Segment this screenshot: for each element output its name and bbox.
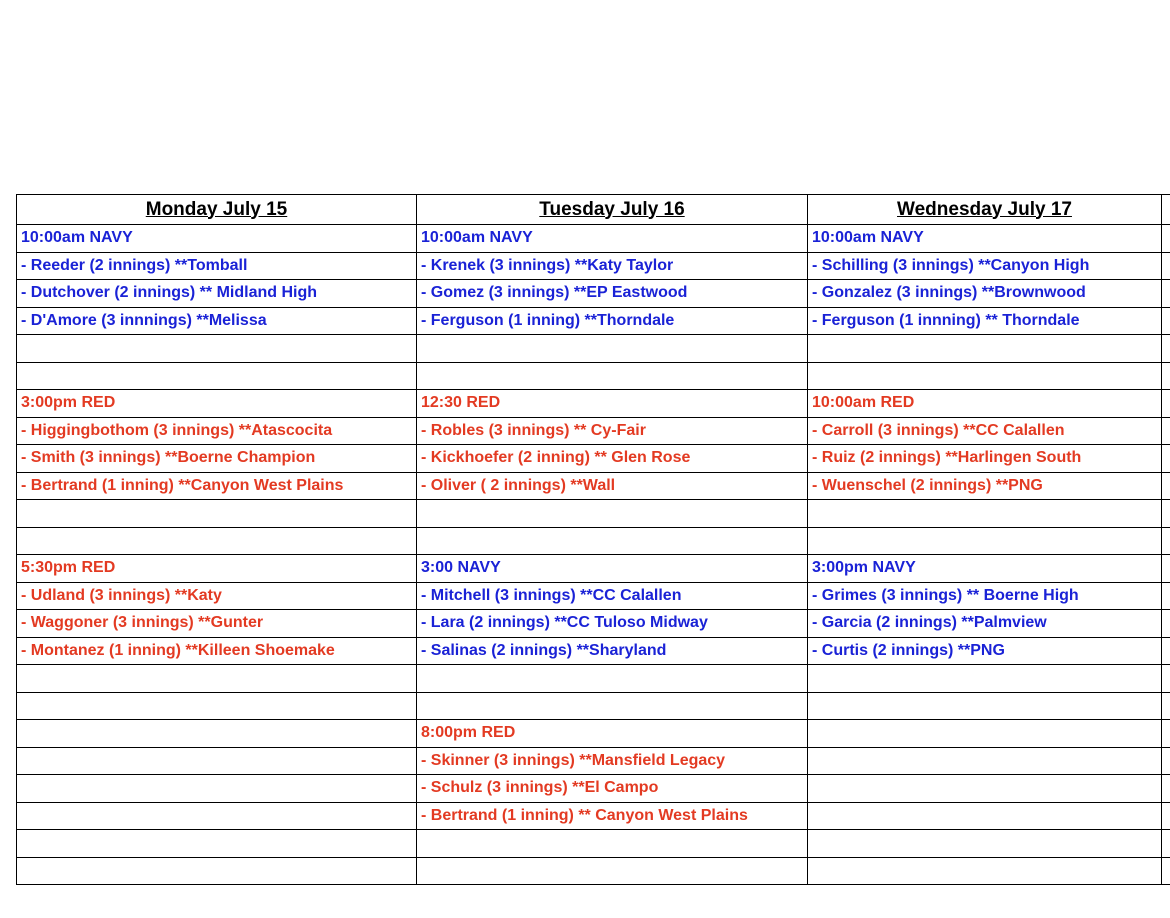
schedule-cell-tuesday [417,362,808,390]
table-row [17,747,1170,775]
overflow-column-cell [1162,252,1170,280]
schedule-cell-wednesday: - Grimes (3 innings) ** Boerne High [808,582,1162,610]
table-row [17,335,1170,363]
schedule-cell-monday [17,665,417,693]
schedule-cell-tuesday: - Salinas (2 innings) **Sharyland [417,637,808,665]
schedule-cell-wednesday: - Schilling (3 innings) **Canyon High [808,252,1162,280]
schedule-cell-tuesday: 3:00 NAVY [417,555,808,583]
schedule-cell-tuesday: - Ferguson (1 inning) **Thorndale [417,307,808,335]
overflow-column-cell [1162,445,1170,473]
schedule-cell-tuesday: - Mitchell (3 innings) **CC Calallen [417,582,808,610]
table-row [17,830,1170,858]
overflow-column-cell [1162,390,1170,418]
schedule-cell-tuesday: 8:00pm RED [417,720,808,748]
schedule-cell-tuesday: 10:00am NAVY [417,225,808,253]
schedule-cell-monday [17,857,417,885]
schedule-cell-monday [17,335,417,363]
schedule-cell-monday: - Udland (3 innings) **Katy [17,582,417,610]
table-row [17,390,1170,418]
schedule-cell-wednesday: - Curtis (2 innings) **PNG [808,637,1162,665]
overflow-column-header [1162,195,1170,225]
overflow-column-cell [1162,830,1170,858]
schedule-cell-tuesday: - Gomez (3 innings) **EP Eastwood [417,280,808,308]
overflow-column-cell [1162,555,1170,583]
schedule-cell-wednesday: - Gonzalez (3 innings) **Brownwood [808,280,1162,308]
schedule-cell-tuesday [417,692,808,720]
schedule-cell-wednesday: 3:00pm NAVY [808,555,1162,583]
overflow-column-cell [1162,857,1170,885]
table-row [17,637,1170,665]
schedule-cell-monday [17,362,417,390]
schedule-cell-monday: - Higgingbothom (3 innings) **Atascocita [17,417,417,445]
schedule-cell-wednesday: - Garcia (2 innings) **Palmview [808,610,1162,638]
schedule-cell-tuesday [417,500,808,528]
schedule-cell-monday [17,692,417,720]
schedule-cell-monday: - Smith (3 innings) **Boerne Champion [17,445,417,473]
overflow-column-cell [1162,527,1170,555]
schedule-cell-wednesday [808,500,1162,528]
schedule-cell-monday [17,830,417,858]
schedule-cell-tuesday: - Skinner (3 innings) **Mansfield Legacy [417,747,808,775]
header-row [17,195,1170,225]
schedule-cell-monday [17,775,417,803]
overflow-column-cell [1162,637,1170,665]
schedule-cell-wednesday [808,692,1162,720]
schedule-cell-wednesday [808,362,1162,390]
schedule-cell-wednesday: 10:00am NAVY [808,225,1162,253]
day-header-tuesday: Tuesday July 16 [417,195,808,225]
overflow-column-cell [1162,747,1170,775]
overflow-column-cell [1162,775,1170,803]
schedule-cell-monday: 5:30pm RED [17,555,417,583]
overflow-column-cell [1162,335,1170,363]
table-row [17,857,1170,885]
day-header-monday: Monday July 15 [17,195,417,225]
schedule-cell-monday: - D'Amore (3 innnings) **Melissa [17,307,417,335]
table-row [17,775,1170,803]
schedule-cell-wednesday [808,802,1162,830]
overflow-column-cell [1162,307,1170,335]
schedule-cell-tuesday: - Kickhoefer (2 inning) ** Glen Rose [417,445,808,473]
schedule-cell-wednesday [808,720,1162,748]
overflow-column-cell [1162,280,1170,308]
overflow-column-cell [1162,500,1170,528]
overflow-column-cell [1162,362,1170,390]
schedule-cell-tuesday: - Krenek (3 innings) **Katy Taylor [417,252,808,280]
schedule-cell-wednesday: - Ferguson (1 innning) ** Thorndale [808,307,1162,335]
schedule-cell-tuesday: 12:30 RED [417,390,808,418]
table-row [17,802,1170,830]
table-row [17,527,1170,555]
schedule-cell-monday [17,720,417,748]
schedule-cell-tuesday: - Oliver ( 2 innings) **Wall [417,472,808,500]
schedule-cell-monday: 10:00am NAVY [17,225,417,253]
table-row [17,472,1170,500]
overflow-column-cell [1162,225,1170,253]
schedule-cell-tuesday: - Lara (2 innings) **CC Tuloso Midway [417,610,808,638]
schedule-cell-wednesday: - Ruiz (2 innings) **Harlingen South [808,445,1162,473]
overflow-column-cell [1162,720,1170,748]
schedule-cell-tuesday [417,335,808,363]
schedule-cell-wednesday: - Wuenschel (2 innings) **PNG [808,472,1162,500]
table-row [17,692,1170,720]
schedule-cell-wednesday [808,665,1162,693]
schedule-cell-wednesday [808,335,1162,363]
schedule-cell-monday: - Reeder (2 innings) **Tomball [17,252,417,280]
table-row [17,417,1170,445]
table-row [17,582,1170,610]
overflow-column-cell [1162,692,1170,720]
schedule-cell-wednesday [808,857,1162,885]
schedule-cell-wednesday [808,747,1162,775]
table-row [17,720,1170,748]
table-row [17,610,1170,638]
schedule-cell-wednesday [808,775,1162,803]
schedule-cell-monday [17,802,417,830]
overflow-column-cell [1162,417,1170,445]
day-header-wednesday: Wednesday July 17 [808,195,1162,225]
schedule-cell-tuesday: - Schulz (3 innings) **El Campo [417,775,808,803]
schedule-cell-tuesday: - Bertrand (1 inning) ** Canyon West Plains [417,802,808,830]
table-row [17,280,1170,308]
table-row [17,225,1170,253]
table-row [17,307,1170,335]
schedule-cell-tuesday [417,830,808,858]
table-row [17,252,1170,280]
schedule-cell-wednesday [808,830,1162,858]
schedule-cell-monday [17,747,417,775]
table-row [17,362,1170,390]
schedule-cell-monday: - Dutchover (2 innings) ** Midland High [17,280,417,308]
schedule-cell-monday: - Montanez (1 inning) **Killeen Shoemake [17,637,417,665]
schedule-cell-tuesday [417,857,808,885]
schedule-cell-tuesday [417,665,808,693]
table-row [17,665,1170,693]
schedule-cell-tuesday: - Robles (3 innings) ** Cy-Fair [417,417,808,445]
schedule-cell-monday [17,527,417,555]
overflow-column-cell [1162,802,1170,830]
schedule-cell-tuesday [417,527,808,555]
table-row [17,500,1170,528]
schedule-cell-monday [17,500,417,528]
schedule-cell-monday: 3:00pm RED [17,390,417,418]
schedule-cell-wednesday: 10:00am RED [808,390,1162,418]
table-row [17,555,1170,583]
overflow-column-cell [1162,665,1170,693]
schedule-cell-monday: - Bertrand (1 inning) **Canyon West Plains [17,472,417,500]
overflow-column-cell [1162,472,1170,500]
schedule-table [16,194,1170,885]
table-row [17,445,1170,473]
schedule-cell-monday: - Waggoner (3 innings) **Gunter [17,610,417,638]
overflow-column-cell [1162,582,1170,610]
overflow-column-cell [1162,610,1170,638]
schedule-cell-wednesday: - Carroll (3 innings) **CC Calallen [808,417,1162,445]
schedule-cell-wednesday [808,527,1162,555]
